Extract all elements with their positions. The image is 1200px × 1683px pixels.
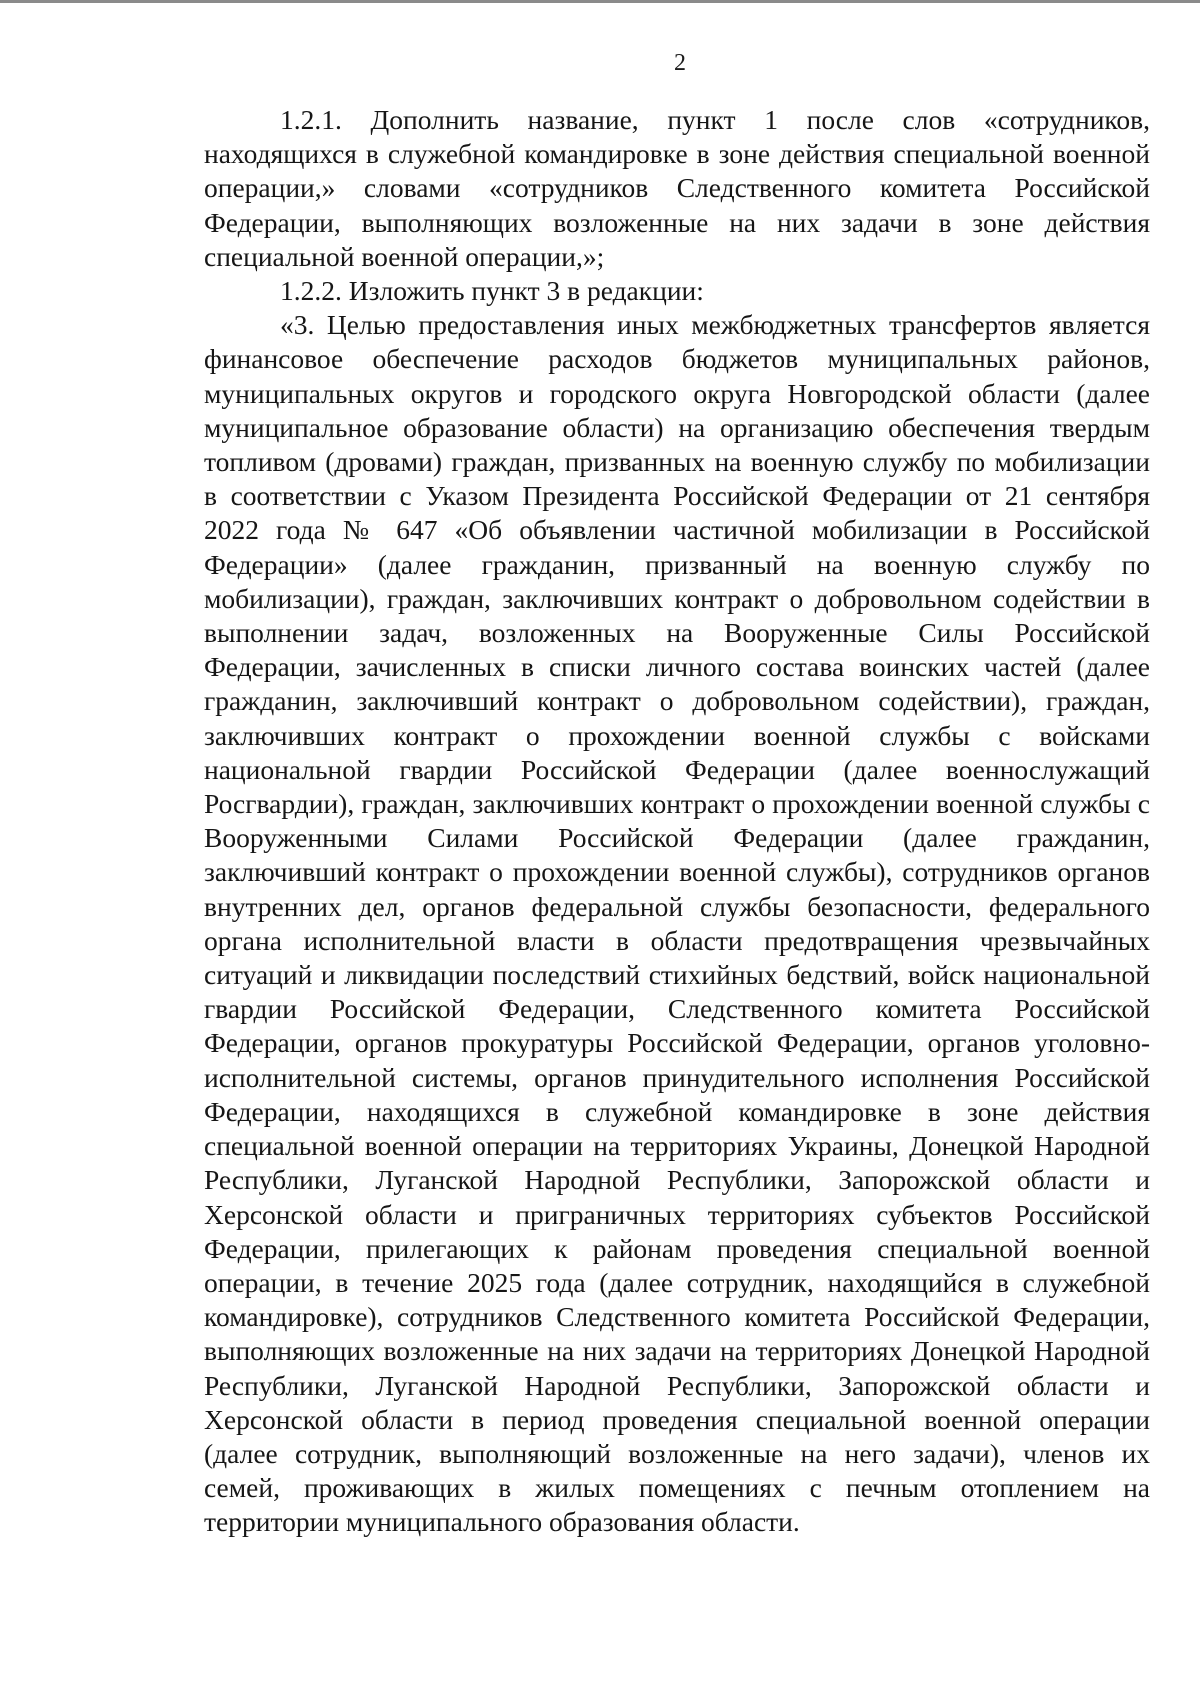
paragraph-1-2-2: 1.2.2. Изложить пункт 3 в редакции:	[280, 275, 704, 307]
document-body	[204, 103, 1150, 1540]
page-number: 2	[674, 50, 686, 76]
top-edge-rule	[0, 0, 1200, 3]
paragraph-point-3: «3. Целью предоставления иных межбюджетных трансфертов является финансовое обеспечение расходов бюджетов муниципальных районов, муниципальных округов и городского округа Новгородской области (далее муниципальное образование области) на организацию обеспечения твердым топливом (дровами) граждан, призванных на военную службу по мобилизации в соответствии с Указом Президента Российской Федерации от 21 сентября 2022 года № 647 «Об объявлении частичной мобилизации в Российской Федерации» (далее гражданин, призванный на военную службу по мобилизации), граждан, заключивших контракт о добровольном содействии в выполнении задач, возложенных на Вооруженные Силы Российской Федерации, зачисленных в списки личного состава воинских частей (далее гражданин, заключивший контракт о добровольном содействии), граждан, заключивших контракт о прохождении военной службы с войсками национальной гвардии Российской Федерации (далее военнослужащий Росгвардии), граждан, заключивших контракт о прохождении военной службы с Вооруженными Силами Российской Федерации (далее гражданин, заключивший контракт о прохождении военной службы), сотрудников органов внутренних дел, органов федеральной службы безопасности, федерального органа исполнительной власти в области предотвращения чрезвычайных ситуаций и ликвидации последствий стихийных бедствий, войск национальной гвардии Российской Федерации, Следственного комитета Российской Федерации, органов прокуратуры Российской Федерации, органов уголовно-исполнительной системы, органов принудительного исполнения Российской Федерации, находящихся в служебной командировке в зоне действия специальной военной операции на территориях Украины, Донецкой Народной Республики, Луганской Народной Республики, Запорожской области и Херсонской области и приграничных территориях субъектов Российской Федерации, прилегающих к районам проведения специальной военной операции, в течение 2025 года (далее сотрудник, находящийся в служебной командировке), сотрудников Следственного комитета Российской Федерации, выполняющих возложенные на них задачи на территориях Донецкой Народной Республики, Луганской Народной Республики, Запорожской области и Херсонской области в период проведения специальной военной операции (далее сотрудник, выполняющий возложенные на него задачи), членов их семей, проживающих в жилых помещениях с печным отоплением на территории муниципального образования области.	[204, 309, 1150, 1538]
paragraph-1-2-1: 1.2.1. Дополнить название, пункт 1 после слов «сотрудников, находящихся в служебной командировке в зоне действия специальной военной операции,» словами «сотрудников Следственного комитета Российской Федерации, выполняющих возложенные на них задачи в зоне действия специальной военной операции,»;	[204, 104, 1150, 272]
